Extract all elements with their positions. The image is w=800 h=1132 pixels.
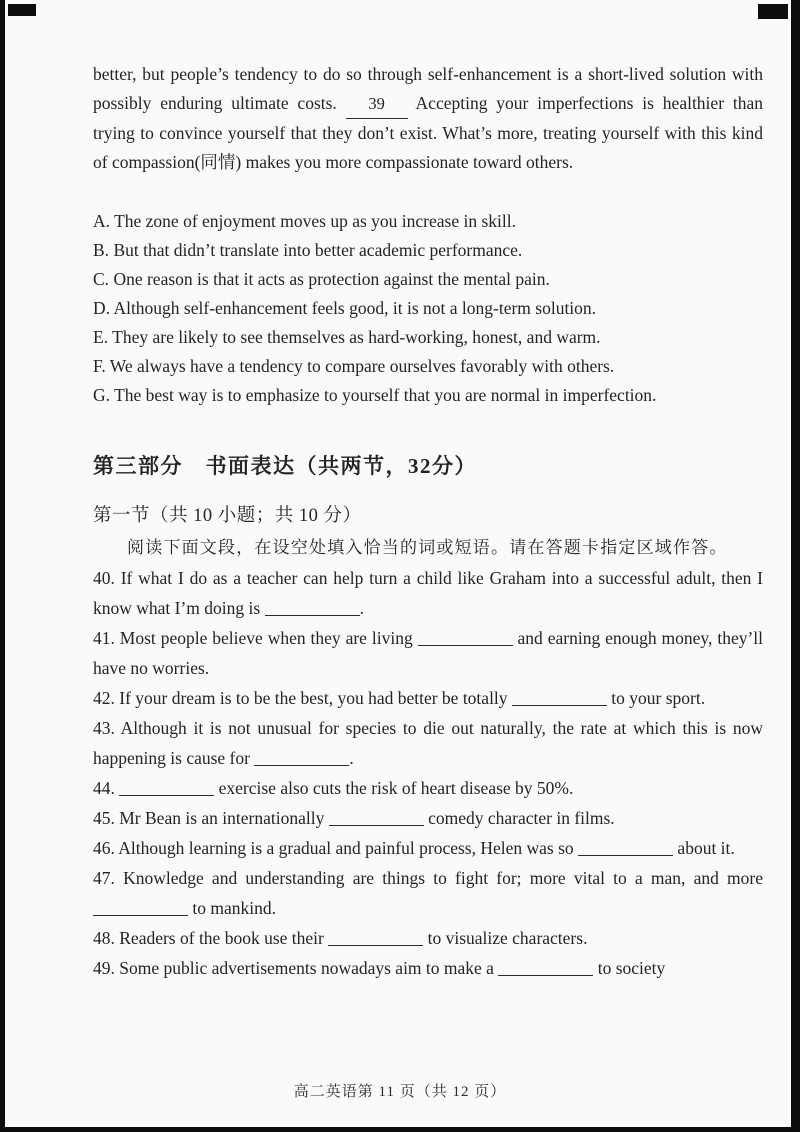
question-42-text-after: to your sport. <box>606 688 706 708</box>
section1-heading: 第一节（共 10 小题；共 10 分） <box>93 506 362 526</box>
question-42 <box>93 683 763 713</box>
question-41-answer-blank <box>418 633 513 646</box>
question-49-text-after: to society <box>593 958 666 978</box>
question-44-number: 44. <box>93 778 115 798</box>
question-47 <box>93 863 763 923</box>
question-48 <box>93 923 763 953</box>
question-45-text-before: Mr Bean is an internationally <box>119 808 325 828</box>
option-d-text: Although self-enhancement feels good, it is not a long-term solution. <box>113 298 597 318</box>
question-42-answer-blank <box>512 693 607 706</box>
option-c-text: One reason is that it acts as protection against the mental pain. <box>113 269 550 289</box>
option-f-text: We always have a tendency to compare ourselves favorably with others. <box>109 356 615 376</box>
option-f <box>93 352 763 381</box>
question-45-number: 45. <box>93 808 115 828</box>
question-40-number: 40. <box>93 568 115 588</box>
question-43-text-after: . <box>349 748 354 768</box>
question-40-text-before: If what I do as a teacher can help turn a child like Graham into a successful adult, then I know what I’m doing is <box>93 568 764 618</box>
option-c <box>93 265 763 294</box>
question-44-answer-blank <box>119 783 214 796</box>
option-g <box>93 381 763 410</box>
question-42-text-before: If your dream is to be the best, you had better be totally <box>119 688 508 708</box>
question-40 <box>93 563 763 623</box>
question-43-number: 43. <box>93 718 115 738</box>
question-43-text-before: Although it is not unusual for species to die out naturally, the rate at which this is now happening is cause for <box>93 718 763 768</box>
question-40-text-after: . <box>359 598 364 618</box>
question-46-answer-blank <box>578 843 673 856</box>
question-43-answer-blank <box>254 753 349 766</box>
question-46-number: 46. <box>93 838 115 858</box>
passage-paragraph <box>93 60 763 177</box>
option-g-label: G. <box>93 385 111 405</box>
option-d <box>93 294 763 323</box>
option-e-text: They are likely to see themselves as hard-working, honest, and warm. <box>112 327 601 347</box>
question-44-text-after: exercise also cuts the risk of heart disease by 50%. <box>214 778 574 798</box>
option-d-label: D. <box>93 298 111 318</box>
question-47-text-before: Knowledge and understanding are things to fight for; more vital to a man, and more <box>123 868 763 888</box>
questions-list <box>93 563 763 983</box>
question-48-number: 48. <box>93 928 115 948</box>
option-a <box>93 207 763 236</box>
option-e-label: E. <box>93 327 109 347</box>
question-49 <box>93 953 763 983</box>
question-45-answer-blank <box>329 813 424 826</box>
question-44 <box>93 773 763 803</box>
question-42-number: 42. <box>93 688 115 708</box>
scan-edge-right <box>791 0 800 1132</box>
section1-instructions: 阅读下面文段，在设空处填入恰当的词或短语。请在答题卡指定区域作答。 <box>127 538 728 557</box>
option-f-label: F. <box>93 356 106 376</box>
scan-edge-bottom <box>0 1127 800 1132</box>
scan-mark-top-left <box>8 4 36 16</box>
question-41-text-after: and earning enough money, they’ll have no worries. <box>93 628 764 678</box>
question-41-text-before: Most people believe when they are living <box>119 628 413 648</box>
question-45-text-after: comedy character in films. <box>423 808 615 828</box>
question-47-answer-blank <box>93 903 188 916</box>
options-list <box>93 207 763 410</box>
page-content <box>93 60 763 983</box>
page-footer: 高二英语第 11 页（共 12 页） <box>293 1084 507 1100</box>
option-a-text: The zone of enjoyment moves up as you increase in skill. <box>114 211 516 231</box>
question-49-text-before: Some public advertisements nowadays aim to make a <box>119 958 494 978</box>
option-c-label: C. <box>93 269 110 289</box>
question-49-number: 49. <box>93 958 115 978</box>
question-40-answer-blank <box>265 603 360 616</box>
option-g-text: The best way is to emphasize to yourself that you are normal in imperfection. <box>114 385 657 405</box>
numbered-blank-39 <box>346 89 408 119</box>
question-48-text-after: to visualize characters. <box>423 928 588 948</box>
blank-39-label: 39 <box>368 94 385 113</box>
question-47-text-after: to mankind. <box>188 898 276 918</box>
part3-heading: 第三部分 书面表达（共两节，32分） <box>93 454 477 478</box>
scan-edge-left <box>0 0 5 1132</box>
question-48-text-before: Readers of the book use their <box>119 928 324 948</box>
option-e <box>93 323 763 352</box>
question-45 <box>93 803 763 833</box>
question-43 <box>93 713 763 773</box>
passage-text-before: better, but people’s tendency to do so through self-enhancement is a short-lived solution with possibly enduring ultimate costs. <box>93 64 763 113</box>
option-b-label: B. <box>93 240 110 260</box>
passage-text-after: Accepting your imperfections is healthier than trying to convince yourself that they don’t exist. What’s more, treating yourself with this kind of compassion(同情) makes you more compassionate toward others. <box>93 93 763 172</box>
question-46 <box>93 833 763 863</box>
question-41-number: 41. <box>93 628 115 648</box>
scan-mark-top-right <box>758 4 788 19</box>
question-46-text-after: about it. <box>673 838 735 858</box>
option-b <box>93 236 763 265</box>
option-b-text: But that didn’t translate into better academic performance. <box>113 240 523 260</box>
question-49-answer-blank <box>498 963 593 976</box>
question-47-number: 47. <box>93 868 115 888</box>
question-46-text-before: Although learning is a gradual and painful process, Helen was so <box>118 838 574 858</box>
option-a-label: A. <box>93 211 111 231</box>
question-41 <box>93 623 763 683</box>
question-48-answer-blank <box>328 933 423 946</box>
